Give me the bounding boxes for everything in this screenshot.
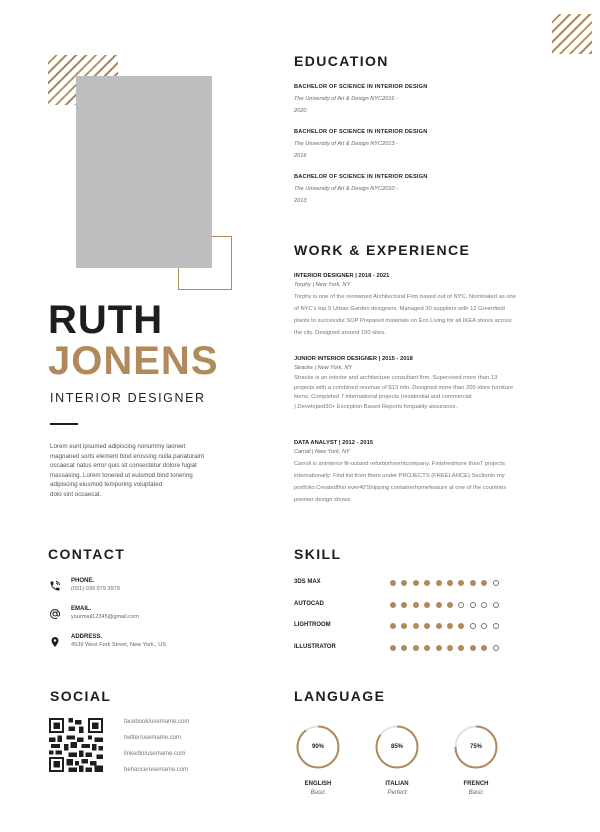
work-item: JUNIOR INTERIOR DESIGNER | 2015 - 2018 Stracke | New York, NY Stracke is an interior and architecture consultant firm. Supervised more than 13 projects with a combined revenue of $13 mln. Designed more than 200 store furniture items. Completed 7 international projects (residential and commercial ).Developed30+ Exception Based Reports forquality assurance. bbox=[294, 356, 514, 410]
skill-dot-filled bbox=[436, 645, 442, 651]
skill-dot-empty bbox=[470, 623, 476, 629]
skill-dot-empty bbox=[493, 645, 499, 651]
skill-rating-dots bbox=[390, 602, 499, 608]
education-item: BACHELOR OF SCIENCE IN INTERIOR DESIGN The University of Art & Design NYC2010 - 2013 bbox=[294, 174, 428, 204]
work-item: INTERIOR DESIGNER | 2018 - 2021 Torphy | New York, NY Torphy is one of the renowned Architectural Firm based out of NYC. Nominated as one of NYC's top 9 Urban Garden designers. Managed 30 suppliers with 12 Greenfield plants to successful SOP Prepared materials on Eco Living for all IKEA stores across the city. Designed around 150 sites. bbox=[294, 273, 517, 336]
divider-rule bbox=[50, 423, 78, 425]
skill-dot-filled bbox=[436, 602, 442, 608]
skill-dot-filled bbox=[458, 580, 464, 586]
social-link-linkedin[interactable]: linkedin/usemame.com bbox=[124, 751, 186, 757]
profile-photo bbox=[76, 76, 212, 268]
social-heading: SOCIAL bbox=[50, 688, 112, 704]
skill-dot-filled bbox=[401, 580, 407, 586]
skill-dot-filled bbox=[447, 602, 453, 608]
skill-dot-filled bbox=[447, 580, 453, 586]
language-level: Basic bbox=[468, 790, 484, 796]
language-name: FRENCH bbox=[463, 781, 489, 787]
last-name: JONENS bbox=[48, 339, 219, 383]
intro-paragraph: Lorem eunt ipsumed adipiscing nonummy laoreet magnaned sorts element bind erossing nulla pariaturaint occaecat natus error quis sit consectetur dolore fugiat massasing. Lorem tonered ut euismod bind tonering adipiscing eiusmod temporing voluptated dolo sint occaecat. bbox=[50, 443, 205, 498]
work-heading: WORK & EXPERIENCE bbox=[294, 242, 471, 258]
language-level: Basic bbox=[310, 790, 326, 796]
skill-dot-empty bbox=[493, 580, 499, 586]
skill-dot-filled bbox=[436, 623, 442, 629]
language-percent: 90% bbox=[311, 744, 324, 750]
first-name: RUTH bbox=[48, 298, 164, 342]
skill-rating-dots bbox=[390, 645, 499, 651]
job-role: INTERIOR DESIGNER bbox=[50, 391, 206, 405]
social-link-twitter[interactable]: twitter/usemame.com bbox=[124, 735, 182, 741]
skill-dot-empty bbox=[493, 602, 499, 608]
skill-dot-filled bbox=[390, 602, 396, 608]
skill-dot-empty bbox=[481, 623, 487, 629]
social-link-behance[interactable]: behance/usemame.com bbox=[124, 767, 189, 773]
language-percent: 85% bbox=[390, 744, 403, 750]
skill-name: 3DS MAX bbox=[294, 579, 321, 585]
decorative-hatch-top-right bbox=[552, 14, 592, 54]
phone-icon bbox=[49, 580, 61, 592]
skill-rating-dots bbox=[390, 580, 499, 586]
social-link-facebook[interactable]: facebook/usemame.com bbox=[124, 719, 190, 725]
skill-dot-empty bbox=[470, 602, 476, 608]
skill-dot-empty bbox=[481, 602, 487, 608]
contact-email: EMAIL. yourmail12345@gmail.com bbox=[71, 606, 139, 620]
skill-dot-filled bbox=[413, 645, 419, 651]
skill-heading: SKILL bbox=[294, 546, 342, 562]
language-name: ITALIAN bbox=[385, 781, 409, 787]
skill-dot-filled bbox=[424, 580, 430, 586]
skill-dot-filled bbox=[458, 623, 464, 629]
skill-dot-empty bbox=[493, 623, 499, 629]
skill-dot-filled bbox=[401, 623, 407, 629]
skill-dot-filled bbox=[390, 645, 396, 651]
qr-code-icon bbox=[49, 718, 103, 772]
skill-dot-filled bbox=[470, 580, 476, 586]
work-item: DATA ANALYST | 2012 - 2015 Carroll | New York, NY Carroll is aninterior fit-outand refurbishmentcompany. Finishedmore than7 projects internationally: Find list from them under PROJECTS (FREELANCE) Sectionin my portfolio.Createdfirst ever40'Shipping containerhomefeature at one of the countries premier design shows. bbox=[294, 440, 507, 503]
skill-dot-filled bbox=[470, 645, 476, 651]
skill-dot-filled bbox=[458, 645, 464, 651]
skill-dot-filled bbox=[436, 580, 442, 586]
skill-dot-filled bbox=[401, 602, 407, 608]
contact-phone: PHONE. (031) 039 079 3979 bbox=[71, 578, 120, 592]
education-heading: EDUCATION bbox=[294, 53, 389, 69]
skill-name: ILLUSTRATOR bbox=[294, 644, 336, 650]
skill-dot-filled bbox=[424, 602, 430, 608]
contact-heading: CONTACT bbox=[48, 546, 126, 562]
skill-dot-filled bbox=[447, 623, 453, 629]
education-item: BACHELOR OF SCIENCE IN INTERIOR DESIGN The University of Art & Design NYC2013 - 2016 bbox=[294, 129, 428, 159]
language-heading: LANGUAGE bbox=[294, 688, 386, 704]
language-percent: 75% bbox=[469, 744, 482, 750]
skill-dot-filled bbox=[424, 623, 430, 629]
skill-dot-filled bbox=[413, 602, 419, 608]
location-pin-icon bbox=[49, 636, 61, 648]
education-item: BACHELOR OF SCIENCE IN INTERIOR DESIGN The University of Art & Design NYC2016 - 2020 bbox=[294, 84, 428, 114]
skill-dot-filled bbox=[481, 645, 487, 651]
skill-dot-filled bbox=[390, 623, 396, 629]
skill-dot-filled bbox=[413, 580, 419, 586]
contact-address: ADDRESS. 4539 West Fork Street, New York., US bbox=[71, 634, 167, 648]
skill-dot-filled bbox=[390, 580, 396, 586]
skill-dot-empty bbox=[458, 602, 464, 608]
skill-name: AUTOCAD bbox=[294, 601, 324, 607]
skill-rating-dots bbox=[390, 623, 499, 629]
skill-name: LIGHTROOM bbox=[294, 622, 331, 628]
language-level: Perfect bbox=[387, 790, 407, 796]
skill-dot-filled bbox=[424, 645, 430, 651]
skill-dot-filled bbox=[413, 623, 419, 629]
skill-dot-filled bbox=[401, 645, 407, 651]
language-name: ENGLISH bbox=[304, 781, 332, 787]
skill-dot-filled bbox=[481, 580, 487, 586]
skill-dot-filled bbox=[447, 645, 453, 651]
at-icon bbox=[49, 608, 61, 620]
